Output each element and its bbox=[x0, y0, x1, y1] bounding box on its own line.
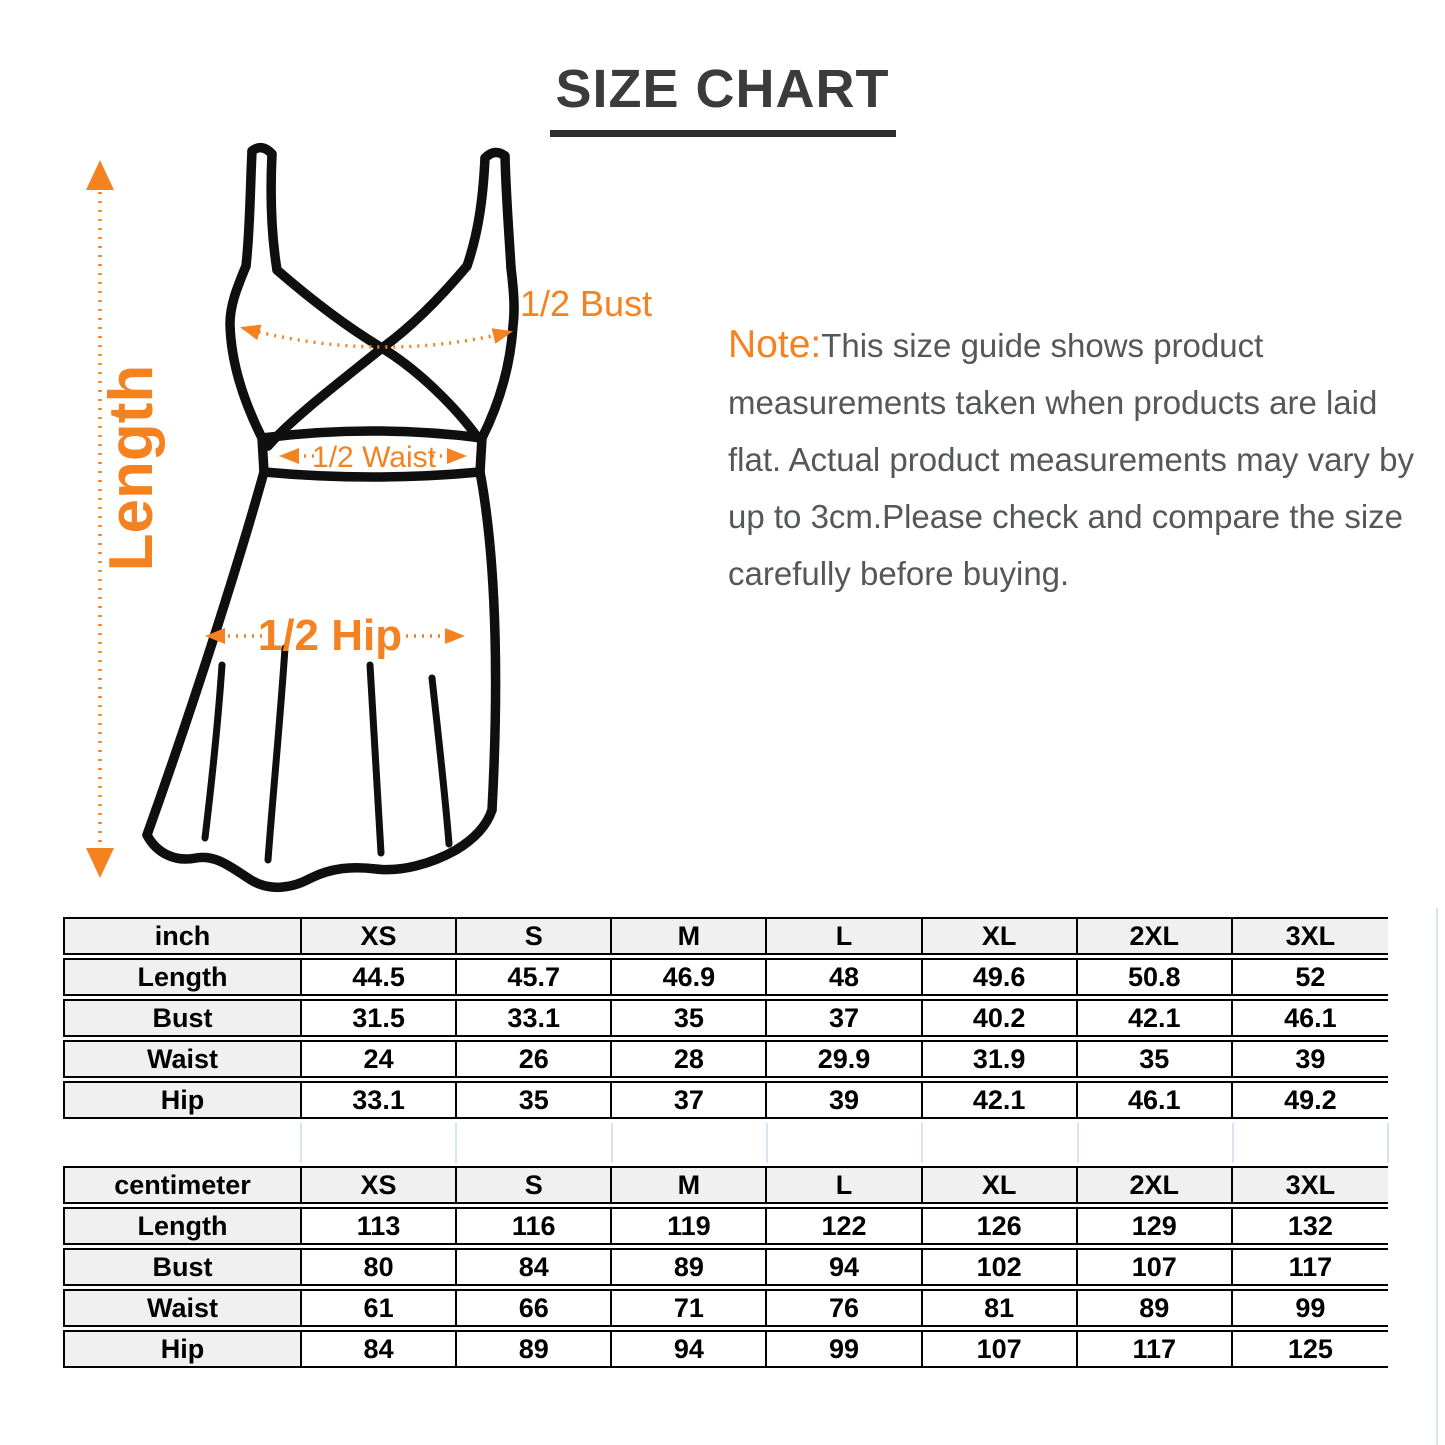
row-label-cell: Length bbox=[63, 1207, 302, 1245]
size-header-cell: XS bbox=[302, 1166, 457, 1204]
value-cell: 125 bbox=[1233, 1330, 1388, 1368]
size-header-cell: 2XL bbox=[1078, 917, 1233, 955]
title-wrap bbox=[0, 58, 1445, 137]
value-cell: 28 bbox=[612, 1040, 767, 1078]
size-header-cell: 3XL bbox=[1233, 917, 1388, 955]
size-header-cell: M bbox=[612, 1166, 767, 1204]
value-cell: 33.1 bbox=[302, 1081, 457, 1119]
gridline-artifact bbox=[611, 1123, 613, 1163]
value-cell: 107 bbox=[1078, 1248, 1233, 1286]
row-label-cell: Length bbox=[63, 958, 302, 996]
value-cell: 40.2 bbox=[923, 999, 1078, 1037]
value-cell: 42.1 bbox=[923, 1081, 1078, 1119]
value-cell: 89 bbox=[457, 1330, 612, 1368]
value-cell: 102 bbox=[923, 1248, 1078, 1286]
value-cell: 44.5 bbox=[302, 958, 457, 996]
value-cell: 39 bbox=[1233, 1040, 1388, 1078]
gridline-artifact bbox=[1232, 1123, 1234, 1163]
table-row bbox=[63, 958, 1388, 996]
hip-label: 1/2 Hip bbox=[257, 611, 403, 660]
value-cell: 49.6 bbox=[923, 958, 1078, 996]
value-cell: 129 bbox=[1078, 1207, 1233, 1245]
value-cell: 122 bbox=[767, 1207, 922, 1245]
size-header-cell: XL bbox=[923, 1166, 1078, 1204]
unit-header-cell: centimeter bbox=[63, 1166, 302, 1204]
value-cell: 113 bbox=[302, 1207, 457, 1245]
value-cell: 31.9 bbox=[923, 1040, 1078, 1078]
size-header-cell: S bbox=[457, 1166, 612, 1204]
value-cell: 37 bbox=[767, 999, 922, 1037]
table-row bbox=[63, 999, 1388, 1037]
value-cell: 45.7 bbox=[457, 958, 612, 996]
value-cell: 46.9 bbox=[612, 958, 767, 996]
value-cell: 35 bbox=[1078, 1040, 1233, 1078]
value-cell: 33.1 bbox=[457, 999, 612, 1037]
value-cell: 84 bbox=[457, 1248, 612, 1286]
note-text: This size guide shows product measurements taken when products are laid flat. Actual product measurements may vary by up to 3cm.Please check and compare the size carefully before buying. bbox=[728, 327, 1414, 592]
value-cell: 94 bbox=[612, 1330, 767, 1368]
bust-label: 1/2 Bust bbox=[520, 283, 653, 324]
gridline-artifact bbox=[921, 1123, 923, 1163]
value-cell: 26 bbox=[457, 1040, 612, 1078]
page-title: SIZE CHART bbox=[550, 58, 896, 137]
value-cell: 117 bbox=[1233, 1248, 1388, 1286]
value-cell: 81 bbox=[923, 1289, 1078, 1327]
size-header-cell: M bbox=[612, 917, 767, 955]
value-cell: 50.8 bbox=[1078, 958, 1233, 996]
table-row bbox=[63, 1040, 1388, 1078]
row-label-cell: Waist bbox=[63, 1040, 302, 1078]
value-cell: 37 bbox=[612, 1081, 767, 1119]
value-cell: 31.5 bbox=[302, 999, 457, 1037]
gridline-artifact bbox=[455, 1123, 457, 1163]
size-header-cell: 3XL bbox=[1233, 1166, 1388, 1204]
dress-measurement-diagram bbox=[0, 138, 680, 910]
size-header-cell: XS bbox=[302, 917, 457, 955]
value-cell: 61 bbox=[302, 1289, 457, 1327]
row-label-cell: Hip bbox=[63, 1330, 302, 1368]
gridline-artifact bbox=[1077, 1123, 1079, 1163]
value-cell: 48 bbox=[767, 958, 922, 996]
row-label-cell: Waist bbox=[63, 1289, 302, 1327]
value-cell: 132 bbox=[1233, 1207, 1388, 1245]
size-header-cell: XL bbox=[923, 917, 1078, 955]
table-row bbox=[63, 1248, 1388, 1286]
value-cell: 39 bbox=[767, 1081, 922, 1119]
value-cell: 66 bbox=[457, 1289, 612, 1327]
value-cell: 116 bbox=[457, 1207, 612, 1245]
length-label: Length bbox=[97, 364, 166, 572]
value-cell: 24 bbox=[302, 1040, 457, 1078]
gridline-artifact bbox=[1436, 908, 1438, 1445]
table-row bbox=[63, 1207, 1388, 1245]
table-row bbox=[63, 1330, 1388, 1368]
value-cell: 29.9 bbox=[767, 1040, 922, 1078]
value-cell: 46.1 bbox=[1233, 999, 1388, 1037]
value-cell: 89 bbox=[612, 1248, 767, 1286]
row-label-cell: Hip bbox=[63, 1081, 302, 1119]
size-header-cell: L bbox=[767, 1166, 922, 1204]
size-header-cell: L bbox=[767, 917, 922, 955]
row-label-cell: Bust bbox=[63, 999, 302, 1037]
value-cell: 35 bbox=[612, 999, 767, 1037]
gridline-artifact bbox=[1387, 1123, 1389, 1163]
inch-table bbox=[63, 914, 1388, 1122]
value-cell: 84 bbox=[302, 1330, 457, 1368]
note-paragraph bbox=[728, 316, 1428, 602]
value-cell: 107 bbox=[923, 1330, 1078, 1368]
size-header-cell: 2XL bbox=[1078, 1166, 1233, 1204]
table-row bbox=[63, 1289, 1388, 1327]
value-cell: 99 bbox=[1233, 1289, 1388, 1327]
waist-label: 1/2 Waist bbox=[312, 441, 436, 474]
row-label-cell: Bust bbox=[63, 1248, 302, 1286]
value-cell: 80 bbox=[302, 1248, 457, 1286]
value-cell: 119 bbox=[612, 1207, 767, 1245]
value-cell: 71 bbox=[612, 1289, 767, 1327]
table-header-row bbox=[63, 917, 1388, 955]
centimeter-table bbox=[63, 1163, 1388, 1371]
value-cell: 126 bbox=[923, 1207, 1078, 1245]
value-cell: 94 bbox=[767, 1248, 922, 1286]
unit-header-cell: inch bbox=[63, 917, 302, 955]
value-cell: 46.1 bbox=[1078, 1081, 1233, 1119]
table-header-row bbox=[63, 1166, 1388, 1204]
size-header-cell: S bbox=[457, 917, 612, 955]
value-cell: 99 bbox=[767, 1330, 922, 1368]
note-label: Note: bbox=[728, 323, 822, 366]
table-row bbox=[63, 1081, 1388, 1119]
dress-outline bbox=[147, 148, 514, 888]
value-cell: 35 bbox=[457, 1081, 612, 1119]
gridline-artifact bbox=[766, 1123, 768, 1163]
value-cell: 42.1 bbox=[1078, 999, 1233, 1037]
value-cell: 117 bbox=[1078, 1330, 1233, 1368]
value-cell: 52 bbox=[1233, 958, 1388, 996]
value-cell: 76 bbox=[767, 1289, 922, 1327]
gridline-artifact bbox=[300, 1123, 302, 1163]
value-cell: 49.2 bbox=[1233, 1081, 1388, 1119]
value-cell: 89 bbox=[1078, 1289, 1233, 1327]
